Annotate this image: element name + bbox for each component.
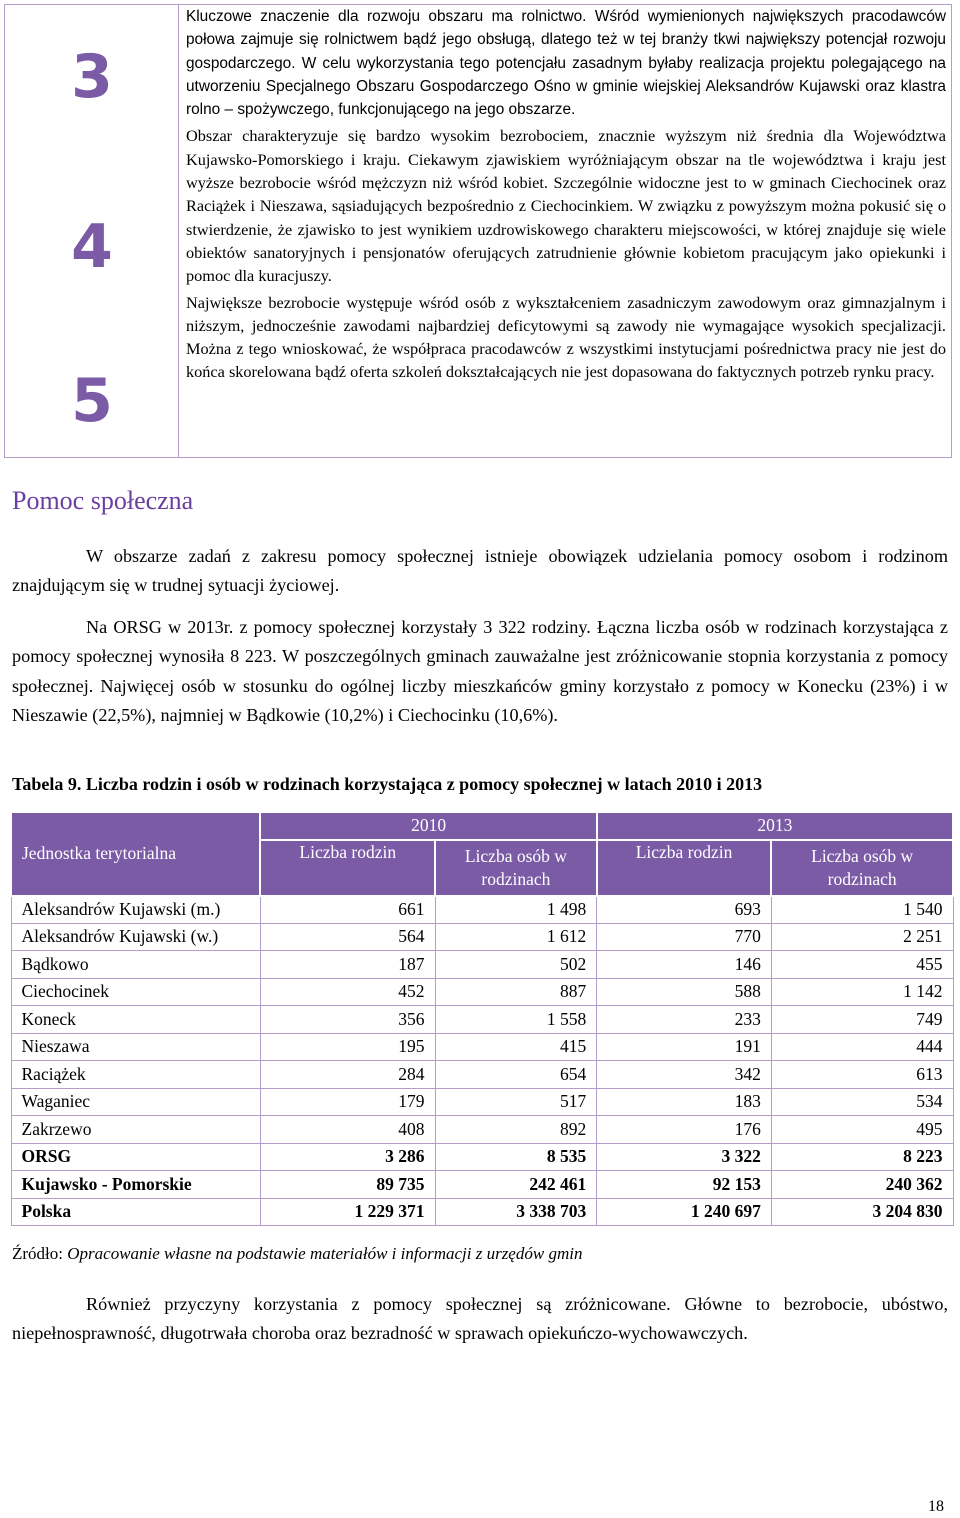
table-row xyxy=(11,896,953,924)
table-row xyxy=(11,1061,953,1089)
section-number-5: 5 xyxy=(71,366,113,436)
families-2010-cell: 661 xyxy=(260,896,435,924)
persons-2010-cell: 502 xyxy=(435,951,597,979)
persons-2013-cell: 444 xyxy=(771,1033,953,1061)
persons-2010-cell: 415 xyxy=(435,1033,597,1061)
families-2010-cell: 187 xyxy=(260,951,435,979)
row-name-cell: Polska xyxy=(11,1198,260,1226)
families-2013-cell: 92 153 xyxy=(597,1171,772,1199)
persons-2010-cell: 892 xyxy=(435,1116,597,1144)
families-2013-cell: 3 322 xyxy=(597,1143,772,1171)
families-2010-cell: 408 xyxy=(260,1116,435,1144)
row-name-cell: Aleksandrów Kujawski (w.) xyxy=(11,923,260,951)
paragraph-intro: W obszarze zadań z zakresu pomocy społecznej istnieje obowiązek udzielania pomocy osobom i rodzinom znajdującym się w trudnej sytuacji życiowej. xyxy=(12,546,948,596)
header-year-2010: 2010 xyxy=(260,812,596,840)
row-name-cell: Nieszawa xyxy=(11,1033,260,1061)
persons-2010-cell: 654 xyxy=(435,1061,597,1089)
families-2010-cell: 452 xyxy=(260,978,435,1006)
families-2010-cell: 195 xyxy=(260,1033,435,1061)
section-heading: Pomoc społeczna xyxy=(12,486,194,515)
table-row xyxy=(11,1143,953,1171)
row-name-cell: Raciążek xyxy=(11,1061,260,1089)
families-2013-cell: 770 xyxy=(597,923,772,951)
families-2013-cell: 233 xyxy=(597,1006,772,1034)
social-assistance-table xyxy=(10,811,954,1226)
families-2013-cell: 176 xyxy=(597,1116,772,1144)
header-persons-2013: Liczba osób w rodzinach xyxy=(771,840,953,896)
row-name-cell: Kujawsko - Pomorskie xyxy=(11,1171,260,1199)
table-row xyxy=(11,1088,953,1116)
families-2010-cell: 356 xyxy=(260,1006,435,1034)
persons-2010-cell: 242 461 xyxy=(435,1171,597,1199)
families-2013-cell: 146 xyxy=(597,951,772,979)
families-2010-cell: 179 xyxy=(260,1088,435,1116)
row-name-cell: Ciechocinek xyxy=(11,978,260,1006)
row-name-cell: Zakrzewo xyxy=(11,1116,260,1144)
row-name-cell: Bądkowo xyxy=(11,951,260,979)
table-row xyxy=(11,923,953,951)
header-persons-2010: Liczba osób w rodzinach xyxy=(435,840,597,896)
persons-2013-cell: 613 xyxy=(771,1061,953,1089)
row-name-cell: Aleksandrów Kujawski (m.) xyxy=(11,896,260,924)
header-families-2010: Liczba rodzin xyxy=(260,840,435,896)
families-2013-cell: 191 xyxy=(597,1033,772,1061)
persons-2010-cell: 8 535 xyxy=(435,1143,597,1171)
box-paragraph-2: Obszar charakteryzuje się bardzo wysokim bezrobociem, znacznie wyższym niż średnia dla Województwa Kujawsko-Pomorskiego i kraju. Ciekawym zjawiskiem wyróżniającym obszar na tle województwa i kraju jest wyższe bezrobocie wśród mężczyzn niż wśród kobiet. Szczególnie widoczne jest to w gminach Ciechocinek oraz Raciążek i Nieszawa, sąsiadujących bezpośrednio z Ciechocinkiem. W związku z powyższym można pokusić się o stwierdzenie, że zjawisko to jest wynikiem uzdrowiskowego charakteru miejscowości, w której znajduje się wiele obiektów sanatoryjnych i pensjonatów oferujących zatrudnienie głównie kobietom pracującym jako opiekunki i pomoc dla kuracjuszy. xyxy=(186,126,946,286)
number-column xyxy=(5,5,179,457)
families-2010-cell: 1 229 371 xyxy=(260,1198,435,1226)
table-row xyxy=(11,1006,953,1034)
families-2013-cell: 1 240 697 xyxy=(597,1198,772,1226)
persons-2013-cell: 240 362 xyxy=(771,1171,953,1199)
persons-2013-cell: 1 142 xyxy=(771,978,953,1006)
header-year-2013: 2013 xyxy=(597,812,953,840)
families-2013-cell: 588 xyxy=(597,978,772,1006)
families-2013-cell: 693 xyxy=(597,896,772,924)
highlight-box xyxy=(4,4,952,458)
paragraph-causes: Również przyczyny korzystania z pomocy społecznej są zróżnicowane. Główne to bezrobocie, ubóstwo, niepełnosprawność, długotrwała choroba oraz bezradność w sprawach opiekuńczo-wychowawczych. xyxy=(12,1294,948,1344)
page-number: 18 xyxy=(928,1498,944,1515)
persons-2013-cell: 2 251 xyxy=(771,923,953,951)
families-2010-cell: 564 xyxy=(260,923,435,951)
row-name-cell: Koneck xyxy=(11,1006,260,1034)
box-paragraph-1: Kluczowe znaczenie dla rozwoju obszaru ma rolnictwo. Wśród wymienionych największych pracodawców połowa zajmuje się rolnictwem bądź jego obsługą, dlatego też w tej branży tkwi największy potencjał rozwoju gospodarczego. W celu wykorzystania tego potencjału zasadnym byłaby realizacja projektu polegającego na utworzeniu Specjalnego Obszaru Gospodarczego Ośno w gminie wiejskiej Aleksandrów Kujawski oraz klastra rolno – spożywczego, funkcjonującego na jego obszarze. xyxy=(186,8,946,119)
families-2010-cell: 3 286 xyxy=(260,1143,435,1171)
persons-2013-cell: 1 540 xyxy=(771,896,953,924)
families-2013-cell: 342 xyxy=(597,1061,772,1089)
paragraph-statistics: Na ORSG w 2013r. z pomocy społecznej korzystały 3 322 rodziny. Łączna liczba osób w rodzinach korzystająca z pomocy społecznej wynosiła 8 223. W poszczególnych gminach zauważalne jest zróżnicowanie stopnia korzystania z pomocy społecznej. Najwięcej osób w stosunku do ogólnej liczby mieszkańców gminy korzystało z pomocy w Konecku (23%) i w Nieszawie (22,5%), najmniej w Bądkowie (10,2%) i Ciechocinku (10,6%). xyxy=(12,617,948,725)
persons-2010-cell: 1 498 xyxy=(435,896,597,924)
persons-2010-cell: 1 558 xyxy=(435,1006,597,1034)
persons-2013-cell: 8 223 xyxy=(771,1143,953,1171)
table-row xyxy=(11,1033,953,1061)
families-2010-cell: 89 735 xyxy=(260,1171,435,1199)
table-source xyxy=(12,1244,582,1264)
table-row xyxy=(11,1198,953,1226)
persons-2013-cell: 749 xyxy=(771,1006,953,1034)
section-number-3: 3 xyxy=(71,42,113,112)
row-name-cell: ORSG xyxy=(11,1143,260,1171)
table-row xyxy=(11,1171,953,1199)
source-label: Źródło: xyxy=(12,1244,68,1263)
box-paragraph-3: Największe bezrobocie występuje wśród osób z wykształceniem zasadniczym zawodowym oraz gimnazjalnym i niższym, jednocześnie zawodami najbardziej deficytowymi są zawody nie wymagające wysokich specjalizacji. Można z tego wnioskować, że współpraca pracodawców z wszystkimi instytucjami pośrednictwa pracy nie jest do końca skorelowana bądź oferta szkoleń dokształcających nie jest dopasowana do faktycznych potrzeb rynku pracy. xyxy=(186,292,946,382)
table-row xyxy=(11,951,953,979)
source-text: Opracowanie własne na podstawie materiałów i informacji z urzędów gmin xyxy=(67,1244,583,1263)
persons-2013-cell: 495 xyxy=(771,1116,953,1144)
table-row xyxy=(11,1116,953,1144)
table-caption: Tabela 9. Liczba rodzin i osób w rodzinach korzystająca z pomocy społecznej w latach 2010 i 2013 xyxy=(12,774,763,794)
families-2013-cell: 183 xyxy=(597,1088,772,1116)
persons-2010-cell: 517 xyxy=(435,1088,597,1116)
row-name-cell: Waganiec xyxy=(11,1088,260,1116)
table-body xyxy=(11,896,953,1226)
persons-2013-cell: 3 204 830 xyxy=(771,1198,953,1226)
families-2010-cell: 284 xyxy=(260,1061,435,1089)
persons-2010-cell: 1 612 xyxy=(435,923,597,951)
persons-2010-cell: 3 338 703 xyxy=(435,1198,597,1226)
box-text xyxy=(186,5,946,387)
persons-2013-cell: 534 xyxy=(771,1088,953,1116)
section-number-4: 4 xyxy=(71,212,113,282)
persons-2013-cell: 455 xyxy=(771,951,953,979)
header-families-2013: Liczba rodzin xyxy=(597,840,772,896)
header-unit: Jednostka terytorialna xyxy=(11,812,260,896)
table-row xyxy=(11,978,953,1006)
persons-2010-cell: 887 xyxy=(435,978,597,1006)
